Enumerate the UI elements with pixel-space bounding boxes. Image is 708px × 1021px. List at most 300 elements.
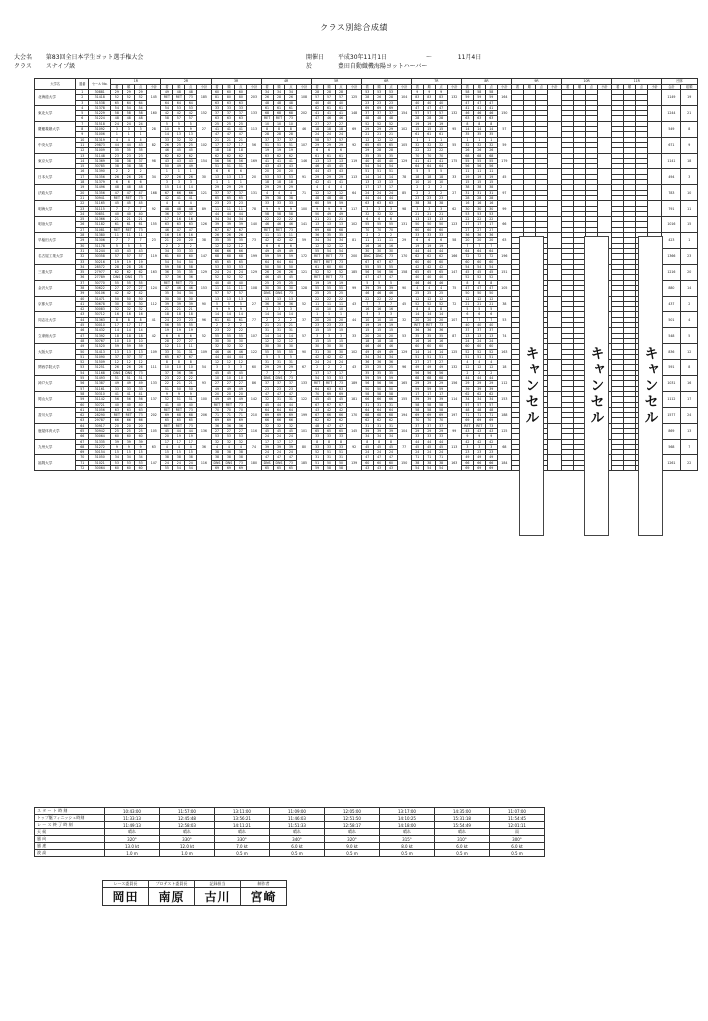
race-cell: 50 — [273, 264, 285, 269]
race-cell: 9 — [335, 206, 347, 211]
race-cell: 51 — [311, 460, 323, 465]
race-cell: 43 — [323, 169, 335, 174]
race-cell: 58 — [435, 402, 447, 407]
race-cell: RET — [123, 413, 135, 418]
race-cell: 24 — [435, 450, 447, 455]
race-cell: 13 — [235, 174, 247, 179]
race-cell: 46 — [385, 291, 397, 296]
team-rank: 23 — [681, 248, 698, 264]
race-cell: 62 — [385, 418, 397, 423]
race-subtotal: 105 — [147, 423, 161, 439]
race-cell: 29 — [135, 90, 147, 95]
race-cell: RET — [411, 323, 423, 328]
race-subtotal-empty — [547, 423, 561, 439]
header-sub: 点 — [585, 84, 597, 90]
race-cell: 10 — [435, 180, 447, 185]
race-cell: 6 — [111, 180, 123, 185]
race-cell: 52 — [135, 95, 147, 100]
race-cell: 71 — [211, 413, 223, 418]
race-cell: 68 — [285, 111, 297, 116]
sail-number: 31224 — [89, 116, 111, 121]
sail-number: 30942 — [89, 429, 111, 434]
race-subtotal: 62 — [447, 201, 461, 217]
race-cell: 12 — [461, 365, 473, 370]
race-cell: 63 — [223, 100, 235, 105]
race-cell: 24 — [135, 121, 147, 126]
race-cell: 69 — [261, 413, 273, 418]
race-cell: 47 — [473, 100, 485, 105]
race-cell: 6 — [323, 148, 335, 153]
signature-table — [102, 880, 287, 906]
race-cell: 54 — [373, 164, 385, 169]
race-subtotal: 96 — [197, 312, 211, 328]
race-cell: 20 — [461, 238, 473, 243]
race-subtotal: 77 — [247, 312, 261, 328]
sail-number: 31356 — [89, 174, 111, 179]
race-cell: 32 — [473, 142, 485, 147]
race-cell: 2 — [211, 323, 223, 328]
race-cell: 8 — [273, 127, 285, 132]
sail-number: 27789 — [89, 275, 111, 280]
race-cell: 30 — [335, 349, 347, 354]
race-cell: 73 — [435, 323, 447, 328]
race-cell: 39 — [185, 301, 197, 306]
race-subtotal: 128 — [297, 280, 311, 296]
race-cell: 73 — [335, 259, 347, 264]
race-cell: 5 — [273, 354, 285, 359]
header-sub: 順 — [223, 84, 235, 90]
race-cell: 21 — [185, 307, 197, 312]
entry-number: 39 — [76, 291, 89, 296]
race-cell: 3 — [461, 444, 473, 449]
race-cell: 33 — [211, 105, 223, 110]
race-cell: 45 — [261, 429, 273, 434]
race-subtotal: 63 — [497, 233, 511, 249]
race-cell: 38 — [135, 164, 147, 169]
sail-number: 31165 — [89, 201, 111, 206]
race-cell: 48 — [123, 116, 135, 121]
race-cell: 36 — [173, 275, 185, 280]
race-cell: 26 — [123, 174, 135, 179]
race-cell-empty — [612, 466, 624, 471]
race-cell: 3 — [411, 206, 423, 211]
race-cell: 20 — [385, 333, 397, 338]
race-cell: 32 — [223, 344, 235, 349]
race-cell: 2 — [323, 365, 335, 370]
sail-number: 30106 — [89, 291, 111, 296]
race-subtotal: 140 — [247, 217, 261, 233]
race-cell: 28 — [473, 195, 485, 200]
race-cell: 15 — [435, 127, 447, 132]
race-cell: 46 — [285, 222, 297, 227]
race-cell: 46 — [261, 222, 273, 227]
sail-number: 31369 — [89, 158, 111, 163]
race-cell: 59 — [123, 344, 135, 349]
race-cell: DNS — [223, 460, 235, 465]
race-subtotal: 155 — [397, 391, 411, 407]
race-cell: 31 — [373, 402, 385, 407]
race-cell: 11 — [361, 238, 373, 243]
race-cell: 48 — [111, 185, 123, 190]
race-cell: 44 — [435, 248, 447, 253]
race-cell: 19 — [261, 148, 273, 153]
race-cell: 28 — [273, 132, 285, 137]
race-subtotal: 38 — [197, 233, 211, 249]
race-cell: 13 — [135, 349, 147, 354]
race-cell: 35 — [423, 333, 435, 338]
race-cell: 55 — [135, 280, 147, 285]
race-cell: 42 — [473, 439, 485, 444]
race-cell: 8 — [135, 317, 147, 322]
event-info — [14, 52, 143, 61]
race-cell: 52 — [385, 121, 397, 126]
race-cell: 41 — [211, 127, 223, 132]
entry-number: 67 — [76, 439, 89, 444]
race-cell: 15 — [323, 328, 335, 333]
race-cell: 34 — [385, 354, 397, 359]
race-cell: 73 — [235, 460, 247, 465]
race-cell: 18 — [135, 333, 147, 338]
race-subtotal: 142 — [247, 391, 261, 407]
entry-number: 27 — [76, 227, 89, 232]
race-subtotal: 92 — [347, 137, 361, 153]
race-cell: 58 — [173, 264, 185, 269]
race-cell: 12 — [311, 190, 323, 195]
race-subtotal-empty — [547, 455, 561, 471]
race-cell: 23 — [223, 201, 235, 206]
race-cell: 21 — [285, 323, 297, 328]
race-cell: 35 — [385, 370, 397, 375]
race-cell: 66 — [111, 418, 123, 423]
race-cell: 47 — [411, 105, 423, 110]
race-cell: 69 — [461, 418, 473, 423]
race-cell: 52 — [223, 275, 235, 280]
race-cell: 38 — [111, 158, 123, 163]
race-cell: 25 — [223, 121, 235, 126]
race-cell: 63 — [323, 386, 335, 391]
race-cell: 24 — [211, 270, 223, 275]
race-cell: 56 — [361, 381, 373, 386]
race-cell: 45 — [285, 429, 297, 434]
sail-number: 28290 — [89, 413, 111, 418]
race-cell: 41 — [473, 105, 485, 110]
race-cell: 13 — [123, 349, 135, 354]
race-cell: 50 — [173, 386, 185, 391]
race-cell: 56 — [373, 270, 385, 275]
race-cell: RET — [423, 323, 435, 328]
race-cell: 25 — [411, 291, 423, 296]
race-subtotal: 66 — [497, 217, 511, 233]
race-cell: 36 — [411, 328, 423, 333]
condition-row — [35, 836, 545, 843]
race-cell: 23 — [435, 195, 447, 200]
race-cell: 47 — [273, 455, 285, 460]
race-cell: 20 — [435, 317, 447, 322]
race-cell: DNS — [273, 460, 285, 465]
race-cell: 22 — [373, 296, 385, 301]
team-name: 慶應義塾大学 — [35, 121, 76, 137]
race-cell: 63 — [373, 201, 385, 206]
race-cell: 30 — [261, 285, 273, 290]
race-cell: 55 — [161, 466, 173, 471]
race-cell: 37 — [473, 328, 485, 333]
header-race: 3R — [211, 79, 261, 85]
race-cell: 25 — [261, 280, 273, 285]
race-cell: 37 — [223, 111, 235, 116]
race-cell: 30 — [185, 296, 197, 301]
team-rank: 22 — [681, 455, 698, 471]
race-subtotal: 179 — [497, 153, 511, 169]
race-cell: 69 — [473, 466, 485, 471]
race-cell: 13 — [335, 158, 347, 163]
entry-number: 21 — [76, 195, 89, 200]
race-subtotal: 150 — [397, 455, 411, 471]
header-sub: 着 — [211, 84, 223, 90]
race-cell: 34 — [361, 434, 373, 439]
race-cell: 60 — [373, 460, 385, 465]
race-cell: 30 — [311, 344, 323, 349]
race-subtotal: 36 — [197, 439, 211, 455]
entry-number: 40 — [76, 296, 89, 301]
race-cell: 60 — [135, 434, 147, 439]
race-subtotal: 109 — [147, 344, 161, 360]
race-cell: 59 — [461, 95, 473, 100]
race-cell: 25 — [123, 429, 135, 434]
race-cell: 20 — [373, 333, 385, 338]
race-subtotal: 102 — [197, 137, 211, 153]
race-cell: 11 — [185, 344, 197, 349]
race-cell: 9 — [135, 444, 147, 449]
entry-number: 17 — [76, 174, 89, 179]
team-rank: 8 — [681, 360, 698, 376]
sail-number: 31182 — [89, 222, 111, 227]
race-cell: 51 — [111, 376, 123, 381]
race-cell: 44 — [235, 211, 247, 216]
race-cell: 24 — [173, 460, 185, 465]
header-sub: 小計 — [247, 84, 261, 90]
race-cell: DNS — [111, 370, 123, 375]
race-cell: 21 — [161, 307, 173, 312]
race-cell: 13 — [373, 180, 385, 185]
race-cell: 44 — [411, 439, 423, 444]
race-cell: 14 — [385, 174, 397, 179]
race-cell: 12 — [485, 296, 497, 301]
race-cell: 70 — [411, 418, 423, 423]
race-cell: 36 — [185, 275, 197, 280]
race-cell: 38 — [485, 185, 497, 190]
race-cell: 26 — [273, 270, 285, 275]
race-cell: 2 — [423, 185, 435, 190]
race-subtotal: 109 — [197, 344, 211, 360]
race-cell: 23 — [335, 323, 347, 328]
race-cell: 49 — [223, 386, 235, 391]
condition-value: 晴れ — [435, 829, 490, 836]
race-cell: 40 — [173, 402, 185, 407]
race-cell: 63 — [173, 222, 185, 227]
race-cell: 24 — [111, 121, 123, 126]
race-cell: 19 — [123, 259, 135, 264]
header-sub: 着 — [361, 84, 373, 90]
race-cell: 49 — [211, 397, 223, 402]
race-cell: 29 — [211, 185, 223, 190]
race-cell: 33 — [161, 137, 173, 142]
race-cell: 21 — [223, 137, 235, 142]
team-name: 明治大学 — [35, 217, 76, 233]
race-cell: 39 — [361, 285, 373, 290]
team-rank: 19 — [681, 90, 698, 106]
race-cell: 20 — [161, 434, 173, 439]
race-cell: 50 — [435, 222, 447, 227]
race-cell: 5 — [161, 121, 173, 126]
race-cell: 62 — [373, 418, 385, 423]
race-cell: 13 — [311, 158, 323, 163]
entry-number: 6 — [76, 116, 89, 121]
race-subtotal: 90 — [397, 280, 411, 296]
team-total: 1244 — [662, 105, 681, 121]
race-cell: 69 — [461, 466, 473, 471]
race-cell: 24 — [335, 132, 347, 137]
race-subtotal: 87 — [447, 328, 461, 344]
entry-number: 15 — [76, 164, 89, 169]
signature-role: プロテスト委員長 — [149, 881, 195, 888]
race-cell: 14 — [111, 328, 123, 333]
race-cell: 33 — [335, 444, 347, 449]
race-cell: 68 — [411, 376, 423, 381]
race-cell: 64 — [485, 248, 497, 253]
condition-value: 11:49:13 — [105, 822, 160, 829]
race-cell: 9 — [173, 391, 185, 396]
race-cell: 66 — [123, 418, 135, 423]
race-cell: 40 — [135, 211, 147, 216]
race-cell: 66 — [173, 190, 185, 195]
race-cell: 70 — [211, 407, 223, 412]
race-cell: 51 — [135, 376, 147, 381]
race-cell: 28 — [361, 95, 373, 100]
race-cell: 24 — [461, 338, 473, 343]
page-title: クラス別総合成績 — [320, 23, 388, 32]
race-cell: 39 — [261, 195, 273, 200]
race-cell: 13 — [185, 132, 197, 137]
race-cell: 66 — [461, 460, 473, 465]
race-cell: 66 — [223, 248, 235, 253]
team-total: 1577 — [662, 407, 681, 423]
race-cell: 67 — [211, 227, 223, 232]
race-cell: 53 — [185, 105, 197, 110]
race-cell: 9 — [211, 307, 223, 312]
race-subtotal-empty — [647, 121, 661, 137]
race-cell: 31 — [285, 328, 297, 333]
race-cell: 45 — [161, 429, 173, 434]
race-cell: 47 — [261, 391, 273, 396]
race-cell: 13 — [435, 217, 447, 222]
race-cell: 17 — [461, 222, 473, 227]
race-cell: 53 — [223, 264, 235, 269]
race-subtotal: 112 — [497, 376, 511, 392]
race-subtotal: 29 — [397, 233, 411, 249]
race-subtotal-empty — [547, 105, 561, 121]
race-cell: 27 — [435, 360, 447, 365]
race-cell: 46 — [473, 111, 485, 116]
race-subtotal: 23 — [147, 233, 161, 249]
sail-number: 30064 — [89, 466, 111, 471]
race-subtotal: 107 — [247, 328, 261, 344]
entry-number: 31 — [76, 248, 89, 253]
race-cell: 1 — [485, 137, 497, 142]
race-cell: 13 — [473, 333, 485, 338]
race-cell: 51 — [385, 169, 397, 174]
race-cell: 73 — [285, 460, 297, 465]
race-cell: 60 — [411, 344, 423, 349]
race-cell: 38 — [111, 164, 123, 169]
race-cell: 71 — [473, 413, 485, 418]
race-cell: 21 — [123, 217, 135, 222]
race-cell: 48 — [385, 116, 397, 121]
sail-number: 30917 — [89, 423, 111, 428]
race-cell: 4 — [123, 137, 135, 142]
race-subtotal: 184 — [497, 455, 511, 471]
race-subtotal: 108 — [247, 280, 261, 296]
condition-label: ス タ ー ト 時 刻 — [35, 808, 105, 815]
race-cell: 58 — [335, 466, 347, 471]
race-subtotal: 113 — [447, 439, 461, 455]
race-cell: 24 — [423, 450, 435, 455]
race-cell: 45 — [235, 370, 247, 375]
race-cell: 35 — [361, 370, 373, 375]
condition-value: 0.5 m — [435, 850, 490, 857]
race-cell: 12 — [223, 360, 235, 365]
race-cell: 83 — [423, 95, 435, 100]
race-cell: 64 — [273, 259, 285, 264]
race-cell: 57 — [323, 95, 335, 100]
sail-number: 27977 — [89, 270, 111, 275]
race-cell: 19 — [335, 280, 347, 285]
entry-number: 66 — [76, 434, 89, 439]
header-sub: 着 — [311, 84, 323, 90]
race-subtotal: 114 — [447, 391, 461, 407]
signature-name: 古川 — [195, 888, 241, 906]
race-subtotal: 57 — [497, 121, 511, 137]
race-subtotal: 81 — [347, 233, 361, 249]
race-cell: 1 — [211, 180, 223, 185]
race-cell: 7 — [135, 238, 147, 243]
race-cell: 20 — [485, 238, 497, 243]
race-cell: 51 — [485, 354, 497, 359]
race-subtotal: 137 — [147, 391, 161, 407]
race-cell: 45 — [261, 402, 273, 407]
race-cell: 37 — [411, 423, 423, 428]
race-cell: 40 — [411, 100, 423, 105]
race-cell: 15 — [311, 328, 323, 333]
race-cell: RET — [161, 95, 173, 100]
race-cell: 63 — [385, 201, 397, 206]
race-cell: 1 — [423, 137, 435, 142]
race-cell: RET — [111, 227, 123, 232]
race-cell: 36 — [173, 370, 185, 375]
race-cell: 34 — [185, 291, 197, 296]
race-cell: 60 — [411, 259, 423, 264]
header-entry: 通番 — [76, 79, 89, 90]
race-cell: RET — [223, 402, 235, 407]
race-cell: RET — [323, 254, 335, 259]
race-cell: 57 — [235, 291, 247, 296]
race-cell: 39 — [111, 439, 123, 444]
team-name: 三重大学 — [35, 264, 76, 280]
signature-role: 制作者 — [241, 881, 287, 888]
race-cell: 64 — [385, 407, 397, 412]
sail-number: 30785 — [89, 164, 111, 169]
race-cell: 50 — [373, 386, 385, 391]
race-cell: 32 — [211, 439, 223, 444]
